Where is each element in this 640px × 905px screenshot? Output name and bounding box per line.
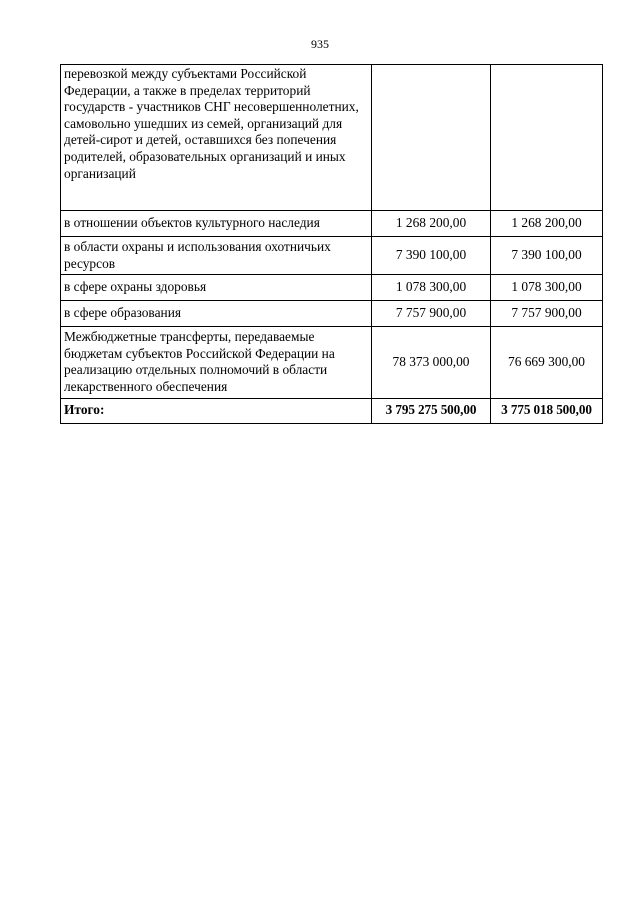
row-value-year1 (372, 65, 491, 211)
table-row (61, 237, 603, 275)
row-value-year2: 1 268 200,00 (491, 211, 603, 237)
row-value-year1: 7 757 900,00 (372, 301, 491, 327)
row-value-year2: 7 757 900,00 (491, 301, 603, 327)
table-row (61, 65, 603, 211)
budget-table (60, 64, 603, 424)
row-value-year1: 1 078 300,00 (372, 275, 491, 301)
row-value-year2: 76 669 300,00 (491, 327, 603, 398)
page-number: 935 (311, 37, 329, 51)
row-value-year2 (491, 65, 603, 211)
table-row (61, 211, 603, 237)
row-name: в области охраны и использования охотничьих ресурсов (61, 237, 372, 275)
row-value-year1: 7 390 100,00 (372, 237, 491, 275)
total-label: Итого: (61, 398, 372, 423)
total-value-year1: 3 795 275 500,00 (372, 398, 491, 423)
row-value-year2: 1 078 300,00 (491, 275, 603, 301)
row-name: в сфере образования (61, 301, 372, 327)
total-row (61, 398, 603, 423)
row-value-year2: 7 390 100,00 (491, 237, 603, 275)
row-value-year1: 1 268 200,00 (372, 211, 491, 237)
row-name: перевозкой между субъектами Российской Федерации, а также в пределах территорий государств - участников СНГ несовершеннолетних, самовольно ушедших из семей, организаций для детей-сирот и детей, оставшихся без попечения родителей, образовательных организаций и иных организаций (61, 65, 372, 211)
row-name: Межбюджетные трансферты, передаваемые бюджетам субъектов Российской Федерации на реализацию отдельных полномочий в области лекарственного обеспечения (61, 327, 372, 398)
table-row (61, 301, 603, 327)
row-name: в отношении объектов культурного наследия (61, 211, 372, 237)
row-value-year1: 78 373 000,00 (372, 327, 491, 398)
table-row (61, 327, 603, 398)
total-value-year2: 3 775 018 500,00 (491, 398, 603, 423)
table-row (61, 275, 603, 301)
row-name: в сфере охраны здоровья (61, 275, 372, 301)
